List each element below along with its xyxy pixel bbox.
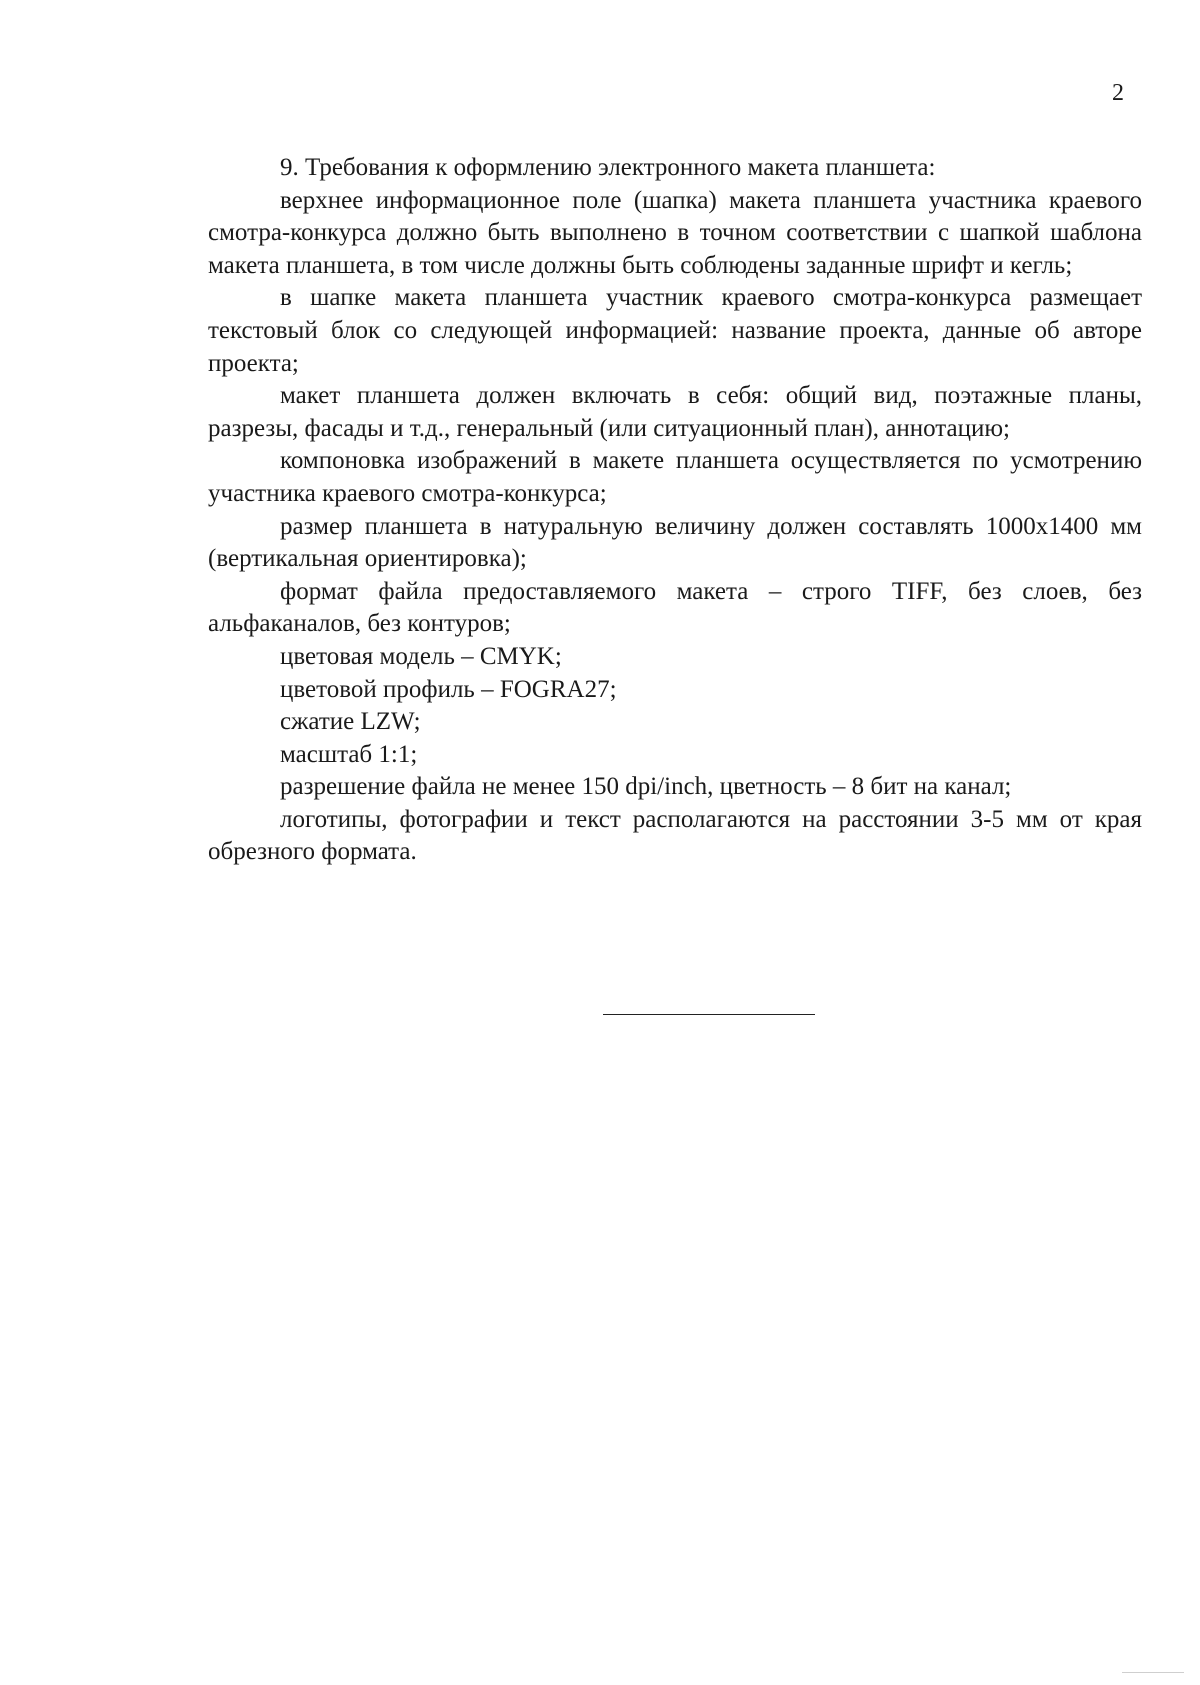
page-number: 2 <box>1112 80 1124 106</box>
paragraph-header-field: верхнее информационное поле (шапка) макета планшета участника краевого смотра-конкурса должно быть выполнено в точном соответствии с шапкой шаблона макета планшета, в том числе должны быть соблюдены заданные шрифт и кегль; <box>208 186 1142 279</box>
paragraph-layout-contents: макет планшета должен включать в себя: общий вид, поэтажные планы, разрезы, фасады и т.д., генеральный (или ситуационный план), аннотацию; <box>208 382 1142 442</box>
document-body <box>208 152 1142 869</box>
scan-edge-mark <box>1122 1672 1184 1673</box>
paragraph-resolution: разрешение файла не менее 150 dpi/inch, цветность – 8 бит на канал; <box>280 773 1012 801</box>
paragraph-color-profile: цветовой профиль – FOGRA27; <box>280 675 617 703</box>
paragraph-tablet-size: размер планшета в натуральную величину должен составлять 1000х1400 мм (вертикальная ориентировка); <box>208 512 1142 573</box>
paragraph-color-model: цветовая модель – CMYK; <box>280 642 562 670</box>
paragraph-file-format: формат файла предоставляемого макета – строго TIFF, без слоев, без альфаканалов, без контуров; <box>208 577 1142 638</box>
section-heading: 9. Требования к оформлению электронного макета планшета: <box>280 154 936 181</box>
end-of-document-rule <box>603 1014 815 1015</box>
paragraph-margins: логотипы, фотографии и текст располагаются на расстоянии 3-5 мм от края обрезного формата. <box>208 805 1142 866</box>
paragraph-scale: масштаб 1:1; <box>280 740 418 768</box>
paragraph-header-text-block: в шапке макета планшета участник краевого смотра-конкурса размещает текстовый блок со следующей информацией: название проекта, данные об авторе проекта; <box>208 284 1142 377</box>
paragraph-compression: сжатие LZW; <box>280 708 421 736</box>
paragraph-image-arrangement: компоновка изображений в макете планшета осуществляется по усмотрению участника краевого смотра-конкурса; <box>208 447 1142 507</box>
